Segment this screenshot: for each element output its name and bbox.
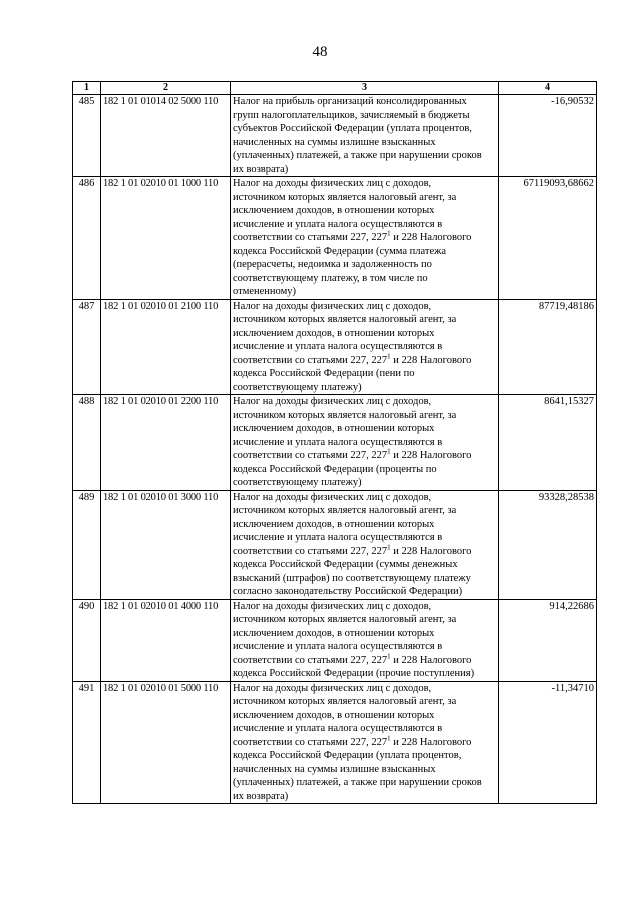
amount-value: 93328,28538 [499, 490, 597, 599]
income-name-line: соответствии со статьями 227, $227^1$ и 228 Налогового [233, 229, 472, 243]
income-name-line: (уплаченных) платежей, а также при нарушении сроков [233, 150, 482, 161]
budget-code: 182 1 01 02010 01 2200 110 [101, 395, 231, 491]
income-name-line: отмененному) [233, 286, 296, 297]
header-col-3: 3 [231, 82, 499, 95]
income-name [231, 490, 499, 599]
income-name-line: соответствии со статьями 227, $227^1$ и 228 Налогового [233, 652, 472, 666]
income-name-line: начисленных на суммы излишне взысканных [233, 136, 436, 148]
table-row [73, 681, 597, 804]
income-name-line: источником которых является налоговый агент, за [233, 314, 457, 325]
amount-value: -16,90532 [499, 95, 597, 177]
income-name [231, 395, 499, 491]
row-number: 486 [73, 177, 101, 300]
income-name-line: источником которых является налоговый агент, за [233, 505, 457, 516]
income-name-line: исчисление и уплата налога осуществляются в [233, 532, 443, 543]
income-name-line: Налог на доходы физических лиц с доходов, [233, 600, 432, 612]
income-name-line: исчисление и уплата налога осуществляются в [233, 218, 443, 230]
income-name [231, 599, 499, 681]
income-name-line: кодекса Российской Федерации (прочие поступления) [233, 668, 475, 679]
income-name-line: Налог на доходы физических лиц с доходов, [233, 300, 432, 312]
row-number: 485 [73, 95, 101, 177]
income-name [231, 681, 499, 804]
income-name-line: взысканий (штрафов) по соответствующему платежу [233, 572, 471, 584]
income-name-line: источником которых является налоговый агент, за [233, 409, 457, 421]
header-col-4: 4 [499, 82, 597, 95]
income-name-line: их возврата) [233, 163, 289, 175]
amount-value: -11,34710 [499, 681, 597, 804]
income-name-line: исчисление и уплата налога осуществляются в [233, 641, 443, 652]
income-name-line: начисленных на суммы излишне взысканных [233, 763, 436, 775]
income-name-line: исключением доходов, в отношении которых [233, 327, 435, 339]
income-name-line: соответствии со статьями 227, $227^1$ и 228 Налогового [233, 447, 472, 461]
row-number: 487 [73, 299, 101, 395]
income-name-line: источником которых является налоговый агент, за [233, 191, 457, 203]
income-name-line: источником которых является налоговый агент, за [233, 614, 457, 625]
income-name-line: Налог на доходы физических лиц с доходов, [233, 178, 432, 189]
header-col-2: 2 [101, 82, 231, 95]
income-name-line: исчисление и уплата налога осуществляются в [233, 723, 443, 734]
income-name-line: Налог на доходы физических лиц с доходов, [233, 682, 432, 694]
budget-code: 182 1 01 02010 01 3000 110 [101, 490, 231, 599]
income-name [231, 177, 499, 300]
income-name-line: Налог на прибыль организаций консолидированных [233, 96, 467, 107]
table-row [73, 599, 597, 681]
row-number: 489 [73, 490, 101, 599]
income-name-line: соответствующему платежу) [233, 477, 362, 488]
income-name-line: групп налогоплательщиков, зачисляемый в бюджеты [233, 109, 470, 121]
page-number: 48 [312, 44, 328, 60]
income-name-line: кодекса Российской Федерации (уплата процентов, [233, 750, 462, 761]
income-name-line: кодекса Российской Федерации (пени по [233, 368, 415, 379]
budget-code: 182 1 01 02010 01 4000 110 [101, 599, 231, 681]
budget-code: 182 1 01 01014 02 5000 110 [101, 95, 231, 177]
table-row [73, 395, 597, 491]
budget-code: 182 1 01 02010 01 1000 110 [101, 177, 231, 300]
table-row [73, 490, 597, 599]
budget-code: 182 1 01 02010 01 5000 110 [101, 681, 231, 804]
income-name-line: их возврата) [233, 790, 289, 802]
income-name-line: исключением доходов, в отношении которых [233, 709, 435, 721]
row-number: 491 [73, 681, 101, 804]
income-name-line: кодекса Российской Федерации (проценты по [233, 463, 437, 475]
row-number: 490 [73, 599, 101, 681]
income-name-line: субъектов Российской Федерации (уплата процентов, [233, 123, 472, 134]
income-name-line: кодекса Российской Федерации (сумма платежа [233, 245, 447, 257]
income-name-line: исключением доходов, в отношении которых [233, 518, 435, 530]
income-name-line: исключением доходов, в отношении которых [233, 627, 435, 639]
amount-value: 67119093,68662 [499, 177, 597, 300]
table-row [73, 177, 597, 300]
row-number: 488 [73, 395, 101, 491]
income-name-line: исчисление и уплата налога осуществляются в [233, 436, 443, 448]
income-name-line: Налог на доходы физических лиц с доходов, [233, 491, 432, 503]
income-name [231, 95, 499, 177]
header-col-1: 1 [73, 82, 101, 95]
income-name-line: источником которых является налоговый агент, за [233, 696, 457, 707]
budget-table [72, 81, 597, 804]
income-name-line: согласно законодательству Российской Федерации) [233, 586, 463, 597]
income-name-line: кодекса Российской Федерации (суммы денежных [233, 559, 458, 570]
income-name [231, 299, 499, 395]
amount-value: 8641,15327 [499, 395, 597, 491]
budget-code: 182 1 01 02010 01 2100 110 [101, 299, 231, 395]
income-name-line: (уплаченных) платежей, а также при нарушении сроков [233, 777, 482, 788]
amount-value: 87719,48186 [499, 299, 597, 395]
income-name-line: исчисление и уплата налога осуществляются в [233, 341, 443, 352]
income-name-line: соответствующему платежу) [233, 381, 362, 393]
table-row [73, 95, 597, 177]
income-name-line: соответствии со статьями 227, $227^1$ и 228 Налогового [233, 352, 472, 366]
income-name-line: соответствии со статьями 227, $227^1$ и 228 Налогового [233, 543, 472, 557]
table-header-row [73, 82, 597, 95]
income-name-line: исключением доходов, в отношении которых [233, 205, 435, 216]
income-name-line: Налог на доходы физических лиц с доходов, [233, 396, 432, 407]
income-name-line: соответствии со статьями 227, $227^1$ и 228 Налогового [233, 734, 472, 748]
table-row [73, 299, 597, 395]
income-name-line: соответствующему платежу, в том числе по [233, 272, 428, 284]
income-name-line: (перерасчеты, недоимка и задолженность по [233, 259, 432, 270]
amount-value: 914,22686 [499, 599, 597, 681]
income-name-line: исключением доходов, в отношении которых [233, 423, 435, 434]
